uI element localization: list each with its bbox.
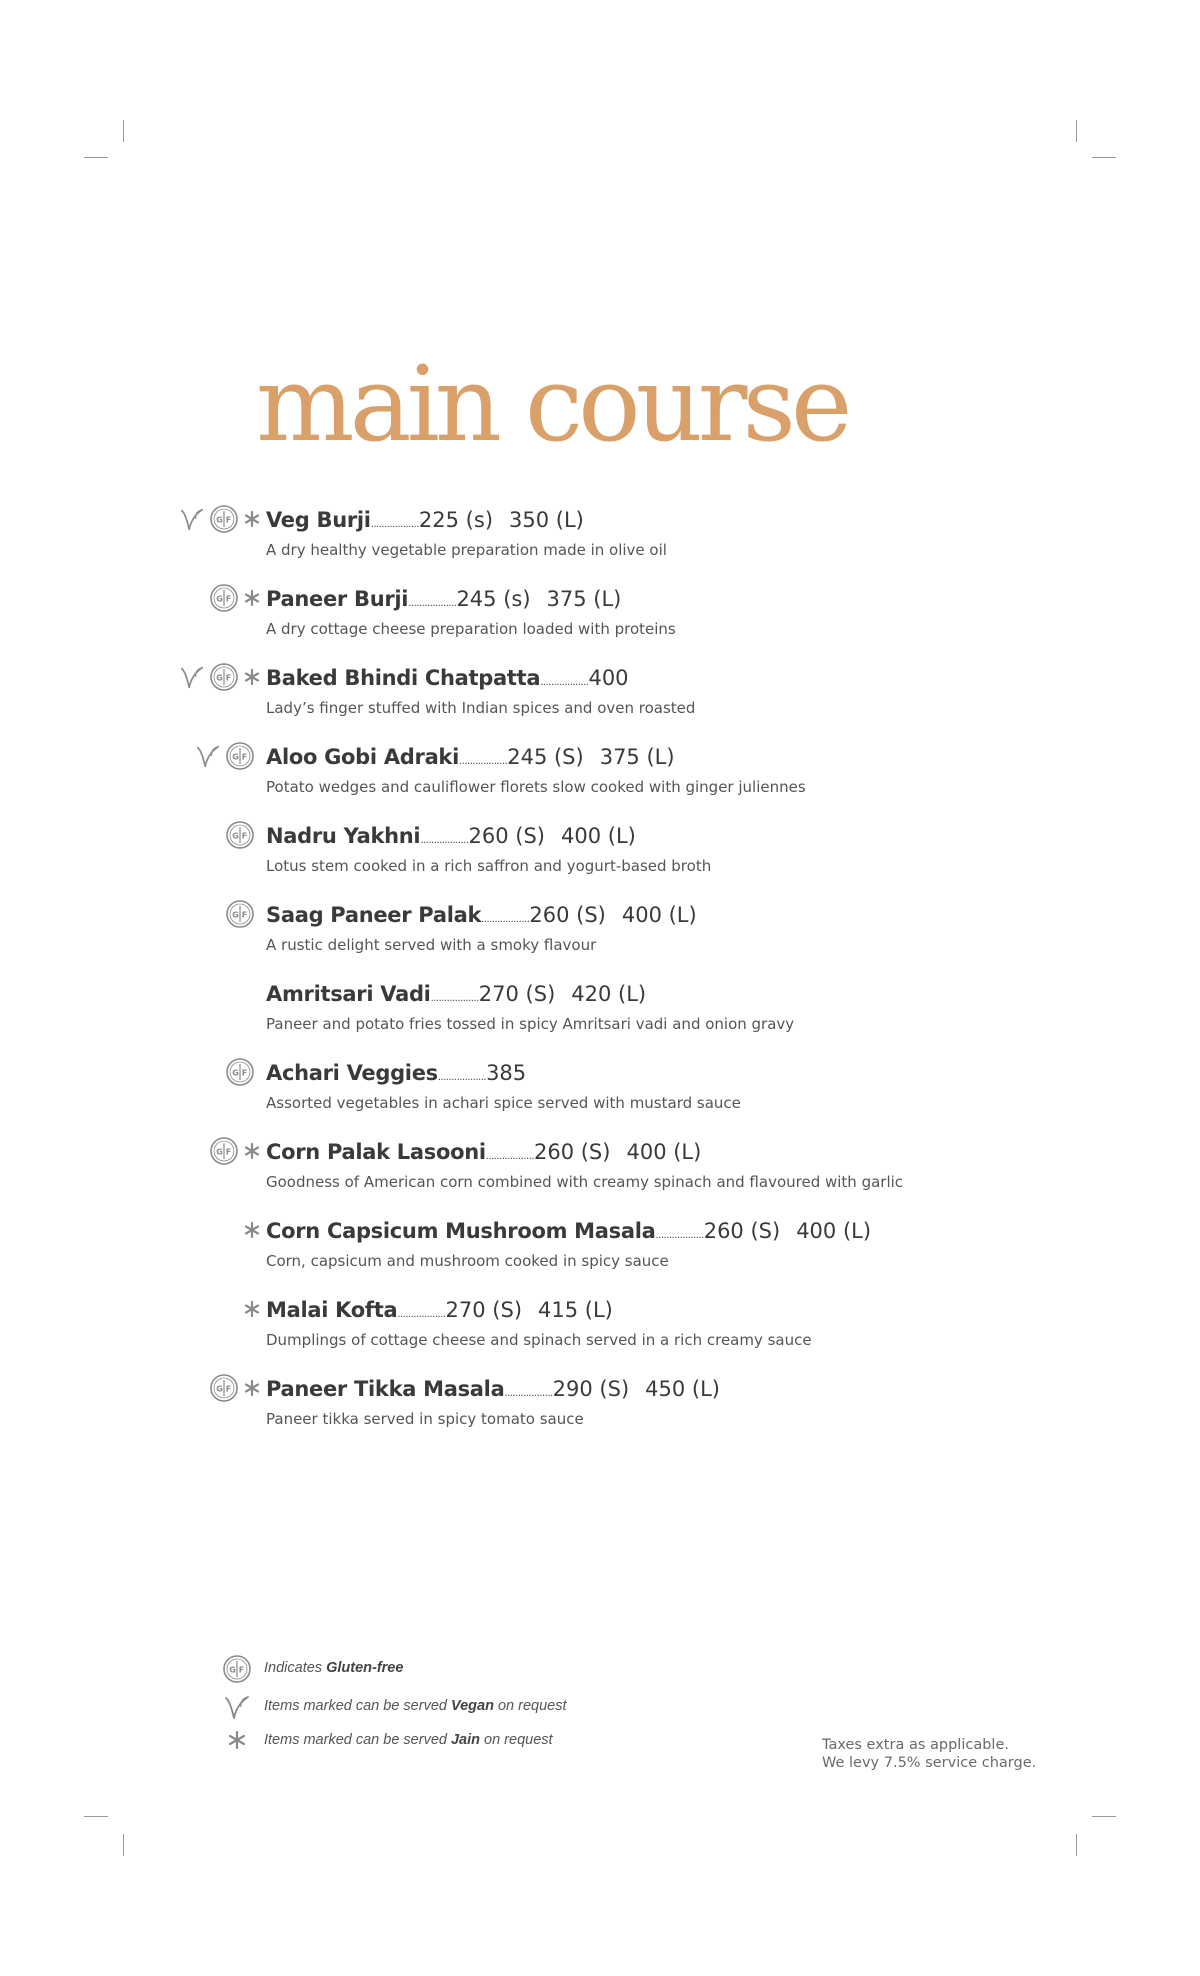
crop-mark	[1092, 157, 1116, 158]
svg-text:F: F	[225, 515, 232, 525]
menu-item-price: 350 (L)	[509, 508, 584, 532]
svg-text:G: G	[216, 1384, 223, 1394]
legend-vegan	[222, 1692, 722, 1722]
menu-item-price: 400 (L)	[621, 903, 697, 927]
menu-item-title-line	[266, 741, 675, 778]
menu-item-title-line	[266, 1373, 720, 1410]
menu-item	[0, 1373, 1200, 1439]
svg-text:G: G	[216, 673, 223, 683]
menu-item	[0, 978, 1200, 1044]
legend-gluten-free-text: Indicates Gluten-free	[264, 1660, 404, 1676]
gluten-free-icon	[225, 820, 255, 850]
menu-item-price: 420 (L)	[571, 982, 647, 1006]
legend-vegan-text: Items marked can be served Vegan on request	[264, 1698, 567, 1714]
gluten-free-icon	[225, 899, 255, 929]
svg-text:G: G	[232, 910, 239, 920]
menu-item-price: 260 (S)	[529, 903, 606, 927]
gluten-free-icon	[209, 583, 239, 613]
vegan-leaf-icon	[222, 1692, 252, 1726]
tax-note	[822, 1736, 1036, 1772]
jain-asterisk-icon	[241, 662, 263, 692]
menu-item-price: 400 (L)	[626, 1140, 702, 1164]
legend-jain-text: Items marked can be served Jain on request	[264, 1732, 553, 1748]
menu-item	[0, 662, 1200, 728]
menu-item	[0, 741, 1200, 807]
vegan-leaf-icon	[178, 504, 206, 534]
menu-item-title-line	[266, 1057, 526, 1094]
svg-text:F: F	[225, 673, 232, 683]
svg-text:F: F	[238, 1665, 245, 1675]
menu-item	[0, 1057, 1200, 1123]
gluten-free-icon	[225, 1057, 255, 1087]
menu-item-description: Goodness of American corn combined with creamy spinach and flavoured with garlic	[266, 1173, 904, 1191]
menu-item-name: Baked Bhindi Chatpatta	[266, 666, 541, 690]
jain-asterisk-icon	[222, 1726, 252, 1760]
crop-mark	[84, 157, 108, 158]
menu-item-name: Corn Palak Lasooni	[266, 1140, 486, 1164]
svg-text:F: F	[225, 1147, 232, 1157]
menu-item-name: Paneer Burji	[266, 587, 409, 611]
crop-mark	[123, 120, 124, 142]
menu-item-title-line	[266, 899, 697, 936]
menu-item-price: 385	[486, 1061, 527, 1085]
menu-item-name: Achari Veggies	[266, 1061, 438, 1085]
dot-leader: ..................	[540, 677, 589, 688]
svg-text:F: F	[241, 831, 248, 841]
dot-leader: ..................	[408, 598, 457, 609]
menu-item-title-line	[266, 1136, 701, 1173]
menu-item-title-line	[266, 1294, 613, 1331]
gluten-free-icon	[209, 504, 239, 534]
menu-item-description: Assorted vegetables in achari spice served with mustard sauce	[266, 1094, 741, 1112]
gluten-free-icon	[225, 741, 255, 771]
menu-item-title-line	[266, 820, 636, 857]
menu-item	[0, 504, 1200, 570]
legend-gluten-free	[222, 1654, 722, 1684]
svg-text:G: G	[232, 831, 239, 841]
jain-asterisk-icon	[241, 1136, 263, 1166]
tax-note-line-2: We levy 7.5% service charge.	[822, 1755, 1037, 1771]
menu-item	[0, 1215, 1200, 1281]
svg-text:F: F	[225, 594, 232, 604]
menu-item-name: Aloo Gobi Adraki	[266, 745, 459, 769]
menu-item-name: Malai Kofta	[266, 1298, 398, 1322]
tax-note-line-1: Taxes extra as applicable.	[822, 1737, 1009, 1753]
menu-item-description: Corn, capsicum and mushroom cooked in spicy sauce	[266, 1252, 669, 1270]
menu-item-price: 290 (S)	[552, 1377, 630, 1401]
dot-leader: ..................	[459, 756, 508, 767]
svg-text:G: G	[229, 1665, 236, 1675]
menu-item-price: 400 (L)	[561, 824, 636, 848]
jain-asterisk-icon	[241, 1294, 263, 1324]
menu-item-description: A dry healthy vegetable preparation made in olive oil	[266, 541, 667, 559]
menu-item-description: A rustic delight served with a smoky flavour	[266, 936, 597, 954]
dot-leader: ..................	[437, 1072, 487, 1083]
menu-item-price: 400	[588, 666, 629, 690]
menu-item-price: 260 (S)	[533, 1140, 611, 1164]
menu-item-price: 260 (S)	[703, 1219, 781, 1243]
menu-item-name: Nadru Yakhni	[266, 824, 421, 848]
menu-item-name: Amritsari Vadi	[266, 982, 431, 1006]
jain-asterisk-icon	[241, 1215, 263, 1245]
menu-item-description: Paneer tikka served in spicy tomato sauce	[266, 1410, 584, 1428]
dot-leader: ..................	[481, 914, 530, 925]
jain-asterisk-icon	[241, 504, 263, 534]
menu-item-name: Veg Burji	[266, 508, 371, 532]
menu-item-price: 450 (L)	[645, 1377, 720, 1401]
menu-item-description: A dry cottage cheese preparation loaded with proteins	[266, 620, 676, 638]
menu-item-price: 225 (s)	[418, 508, 494, 532]
svg-text:G: G	[232, 752, 239, 762]
menu-item-description: Paneer and potato fries tossed in spicy Amritsari vadi and onion gravy	[266, 1015, 795, 1033]
menu-item-description: Dumplings of cottage cheese and spinach served in a rich creamy sauce	[266, 1331, 812, 1349]
crop-mark	[1076, 120, 1077, 142]
menu-item-name: Paneer Tikka Masala	[266, 1377, 505, 1401]
dot-leader: ..................	[420, 835, 469, 846]
gluten-free-icon	[209, 1136, 239, 1166]
menu-item-price: 375 (L)	[599, 745, 675, 769]
menu-item-price: 245 (s)	[456, 587, 531, 611]
menu-item	[0, 1294, 1200, 1360]
dot-leader: ..................	[430, 993, 479, 1004]
page-title: main course	[256, 343, 848, 465]
menu-item-price: 245 (S)	[507, 745, 584, 769]
svg-text:F: F	[241, 1068, 248, 1078]
svg-text:F: F	[225, 1384, 232, 1394]
svg-text:G: G	[216, 515, 223, 525]
crop-mark	[123, 1834, 124, 1856]
menu-item-price: 270 (S)	[478, 982, 556, 1006]
menu-item-description: Lotus stem cooked in a rich saffron and yogurt-based broth	[266, 857, 712, 875]
menu-item-title-line	[266, 978, 646, 1015]
menu-item-price: 415 (L)	[538, 1298, 613, 1322]
menu-item	[0, 820, 1200, 886]
crop-mark	[84, 1816, 108, 1817]
legend-jain	[222, 1726, 722, 1756]
svg-text:G: G	[216, 594, 223, 604]
jain-asterisk-icon	[241, 583, 263, 613]
menu-item-description: Lady’s finger stuffed with Indian spices and oven roasted	[266, 699, 696, 717]
menu-item-name: Corn Capsicum Mushroom Masala	[266, 1219, 656, 1243]
gluten-free-icon	[209, 662, 239, 692]
menu-item-price: 270 (S)	[445, 1298, 523, 1322]
svg-text:G: G	[232, 1068, 239, 1078]
vegan-leaf-icon	[178, 662, 206, 692]
svg-text:F: F	[241, 752, 248, 762]
menu-item-name: Saag Paneer Palak	[266, 903, 482, 927]
menu-item	[0, 1136, 1200, 1202]
menu-item-title-line	[266, 504, 584, 541]
menu-item-price: 260 (S)	[468, 824, 546, 848]
gluten-free-icon	[222, 1654, 252, 1688]
menu-item-description: Potato wedges and cauliflower florets slow cooked with ginger juliennes	[266, 778, 806, 796]
dot-leader: ..................	[655, 1230, 704, 1241]
gluten-free-icon	[209, 1373, 239, 1403]
vegan-leaf-icon	[194, 741, 222, 771]
dot-leader: ..................	[504, 1388, 553, 1399]
crop-mark	[1092, 1816, 1116, 1817]
menu-item-title-line	[266, 662, 629, 699]
menu-item	[0, 583, 1200, 649]
svg-text:G: G	[216, 1147, 223, 1157]
svg-text:F: F	[241, 910, 248, 920]
jain-asterisk-icon	[241, 1373, 263, 1403]
menu-item-title-line	[266, 583, 621, 620]
dot-leader: ..................	[397, 1309, 446, 1320]
menu-item-title-line	[266, 1215, 871, 1252]
menu-item-price: 400 (L)	[796, 1219, 872, 1243]
dot-leader: ..................	[370, 519, 419, 530]
menu-item-price: 375 (L)	[546, 587, 622, 611]
menu-item	[0, 899, 1200, 965]
crop-mark	[1076, 1834, 1077, 1856]
dot-leader: ..................	[485, 1151, 534, 1162]
